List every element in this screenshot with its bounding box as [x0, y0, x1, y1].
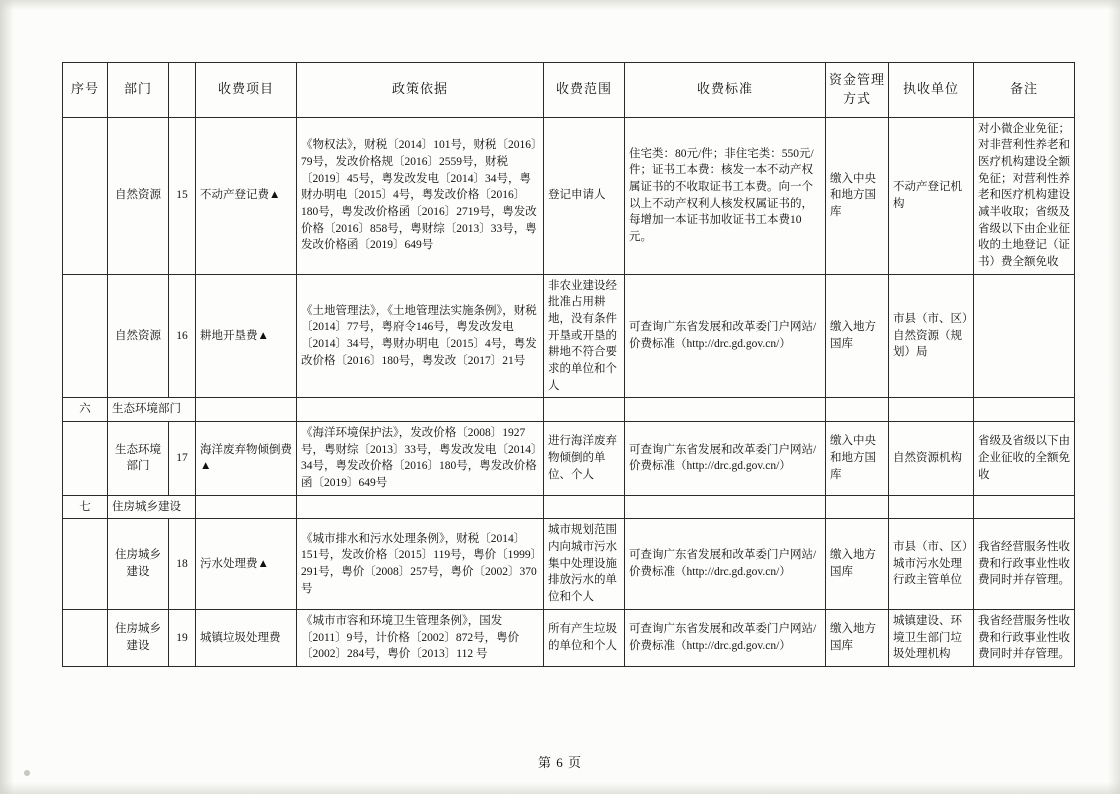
cell-org: 城镇建设、环境卫生部门垃圾处理机构	[889, 609, 974, 666]
cell-scope: 城市规划范围内向城市污水集中处理设施排放污水的单位和个人	[544, 519, 625, 609]
cell-seq	[63, 609, 108, 666]
column-header-item: 收费项目	[196, 63, 297, 118]
cell-item: 不动产登记费▲	[196, 117, 297, 274]
cell-standard: 住宅类：80元/件；非住宅类：550元/件；证书工本费：核发一本不动产权属证书的不收取证书工本费。向一个以上不动产权利人核发权属证书的，每增加一本证书加收证书工本费10元。	[625, 117, 826, 274]
cell-section-seq: 六	[63, 398, 108, 422]
cell-dept: 住房城乡建设	[108, 519, 169, 609]
cell-section-label: 生态环境部门	[108, 398, 196, 422]
table-row	[63, 519, 1075, 609]
cell-section-filler-basis	[297, 398, 544, 422]
cell-dept: 自然资源	[108, 117, 169, 274]
table-body	[63, 117, 1075, 666]
cell-section-filler-org	[889, 398, 974, 422]
cell-item: 海洋废弃物倾倒费▲	[196, 422, 297, 496]
cell-note: 我省经营服务性收费和行政事业性收费同时并存管理。	[974, 519, 1075, 609]
cell-fund: 缴入地方国库	[826, 609, 889, 666]
cell-index: 19	[169, 609, 196, 666]
cell-org: 不动产登记机构	[889, 117, 974, 274]
column-header-dept: 部门	[108, 63, 169, 118]
page-edge-shadow-right	[1108, 0, 1120, 794]
cell-section-filler-note	[974, 495, 1075, 519]
table-row	[63, 609, 1075, 666]
cell-fund: 缴入地方国库	[826, 274, 889, 398]
cell-section-filler-item	[196, 495, 297, 519]
cell-note: 对小微企业免征；对非营利性养老和医疗机构建设全额免征；对营利性养老和医疗机构建设减半收取；省级及省级以下由企业征收的土地登记（证书）费全额免收	[974, 117, 1075, 274]
cell-section-label: 住房城乡建设	[108, 495, 196, 519]
column-header-index	[169, 63, 196, 118]
table-section-row	[63, 398, 1075, 422]
cell-basis: 《城市排水和污水处理条例》，财税〔2014〕151号，发改价格〔2015〕119号，粤价〔1999〕291号，粤价〔2008〕257号，粤价〔2002〕370号	[297, 519, 544, 609]
page-edge-shadow-left	[0, 0, 14, 794]
cell-section-filler-fund	[826, 495, 889, 519]
cell-seq	[63, 519, 108, 609]
cell-standard: 可查询广东省发展和改革委门户网站/价费标准（http://drc.gd.gov.cn/）	[625, 274, 826, 398]
cell-fund: 缴入中央和地方国库	[826, 117, 889, 274]
cell-index: 16	[169, 274, 196, 398]
column-header-fund: 资金管理方式	[826, 63, 889, 118]
page-edge-shadow-bottom	[0, 782, 1120, 794]
cell-basis: 《城市市容和环境卫生管理条例》，国发〔2011〕9号，计价格〔2002〕872号，粤价〔2002〕284号，粤价〔2013〕112 号	[297, 609, 544, 666]
cell-section-filler-basis	[297, 495, 544, 519]
cell-item: 耕地开垦费▲	[196, 274, 297, 398]
cell-note: 省级及省级以下由企业征收的全额免收	[974, 422, 1075, 496]
cell-fund: 缴入地方国库	[826, 519, 889, 609]
table-row	[63, 422, 1075, 496]
cell-scope: 进行海洋废弃物倾倒的单位、个人	[544, 422, 625, 496]
cell-scope: 所有产生垃圾的单位和个人	[544, 609, 625, 666]
cell-fund: 缴入中央和地方国库	[826, 422, 889, 496]
page-edge-shadow-top	[0, 0, 1120, 10]
cell-section-filler-scope	[544, 398, 625, 422]
cell-seq	[63, 422, 108, 496]
column-header-scope: 收费范围	[544, 63, 625, 118]
page-number-label: 第 6 页	[537, 755, 582, 770]
cell-scope: 非农业建设经批准占用耕地，没有条件开垦或开垦的耕地不符合要求的单位和个人	[544, 274, 625, 398]
cell-section-filler-item	[196, 398, 297, 422]
cell-dept: 住房城乡建设	[108, 609, 169, 666]
cell-section-filler-note	[974, 398, 1075, 422]
column-header-seq: 序号	[63, 63, 108, 118]
table-header-row	[63, 63, 1075, 118]
cell-standard: 可查询广东省发展和改革委门户网站/价费标准（http://drc.gd.gov.cn/）	[625, 519, 826, 609]
scan-artifact-dot	[24, 770, 30, 776]
fee-catalog-table	[62, 62, 1075, 667]
column-header-standard: 收费标准	[625, 63, 826, 118]
cell-dept: 生态环境部门	[108, 422, 169, 496]
cell-org: 市县（市、区）自然资源（规划）局	[889, 274, 974, 398]
cell-dept: 自然资源	[108, 274, 169, 398]
column-header-note: 备注	[974, 63, 1075, 118]
cell-section-filler-org	[889, 495, 974, 519]
table-row	[63, 274, 1075, 398]
cell-note	[974, 274, 1075, 398]
cell-section-seq: 七	[63, 495, 108, 519]
cell-item: 城镇垃圾处理费	[196, 609, 297, 666]
cell-section-filler-fund	[826, 398, 889, 422]
cell-standard: 可查询广东省发展和改革委门户网站/价费标准（http://drc.gd.gov.cn/）	[625, 609, 826, 666]
cell-standard: 可查询广东省发展和改革委门户网站/价费标准（http://drc.gd.gov.cn/）	[625, 422, 826, 496]
cell-index: 18	[169, 519, 196, 609]
cell-section-filler-standard	[625, 398, 826, 422]
cell-basis: 《土地管理法》，《土地管理法实施条例》，财税〔2014〕77号，粤府令146号，粤发改发电〔2014〕34号，粤财办明电〔2015〕4号，粤发改价格〔2016〕180号，粤发改〔2017〕21号	[297, 274, 544, 398]
table-section-row	[63, 495, 1075, 519]
cell-scope: 登记申请人	[544, 117, 625, 274]
cell-seq	[63, 274, 108, 398]
cell-item: 污水处理费▲	[196, 519, 297, 609]
cell-note: 我省经营服务性收费和行政事业性收费同时并存管理。	[974, 609, 1075, 666]
cell-seq	[63, 117, 108, 274]
cell-index: 17	[169, 422, 196, 496]
column-header-org: 执收单位	[889, 63, 974, 118]
table-header	[63, 63, 1075, 118]
cell-index: 15	[169, 117, 196, 274]
cell-basis: 《物权法》，财税〔2014〕101号，财税〔2016〕79号，发改价格规〔2016〕2559号，财税〔2019〕45号，粤发改发电〔2014〕34号，粤财办明电〔2015〕4号，粤发改价格〔2016〕180号，粤发改价格函〔2016〕2719号，粤发改价格〔2016〕858号，粤财综〔2013〕33号，粤发改价格函〔2019〕649号	[297, 117, 544, 274]
column-header-basis: 政策依据	[297, 63, 544, 118]
cell-org: 市县（市、区）城市污水处理行政主管单位	[889, 519, 974, 609]
page-footer	[0, 752, 1120, 771]
cell-section-filler-scope	[544, 495, 625, 519]
cell-section-filler-standard	[625, 495, 826, 519]
cell-basis: 《海洋环境保护法》，发改价格〔2008〕1927号，粤财综〔2013〕33号，粤发改发电〔2014〕34号，粤发改价格〔2016〕180号，粤发改价格函〔2019〕649号	[297, 422, 544, 496]
cell-org: 自然资源机构	[889, 422, 974, 496]
table-row	[63, 117, 1075, 274]
